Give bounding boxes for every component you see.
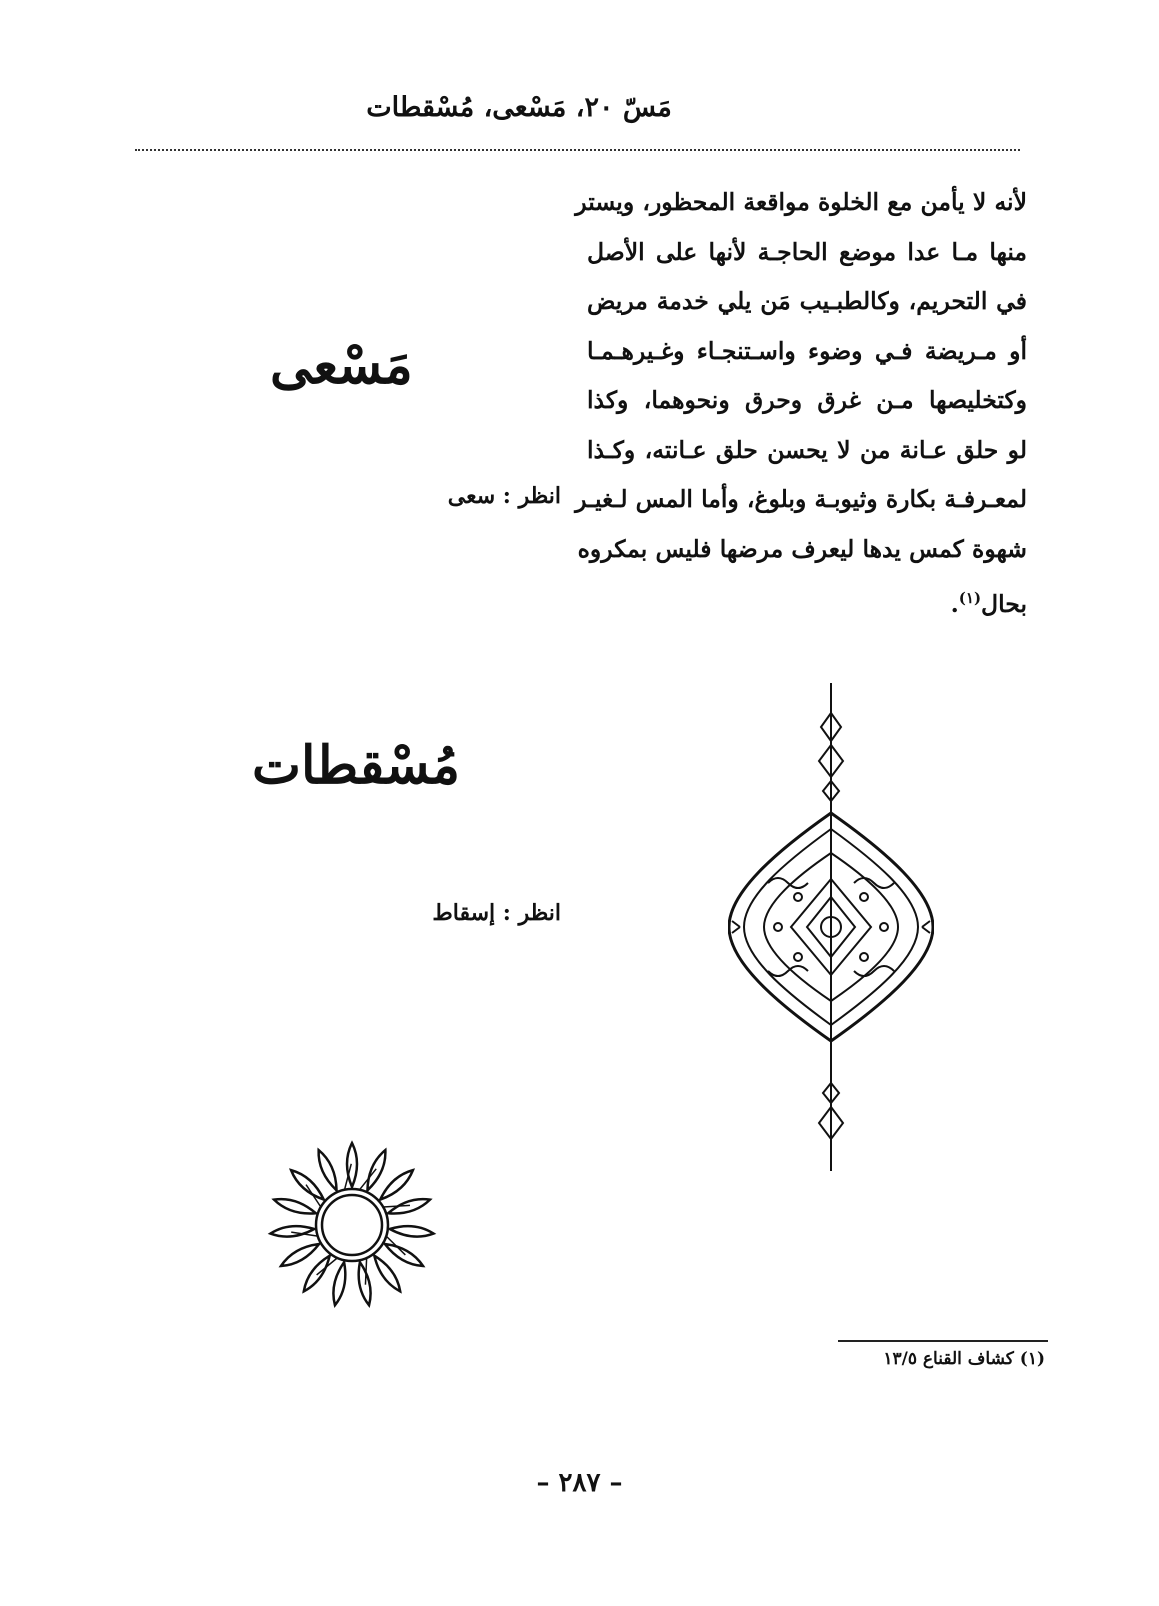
body-line: منها مـا عدا موضع الحاجـة لأنها على الأصل [587, 237, 1027, 266]
page-number: – ٢٨٧ – [536, 1468, 623, 1498]
body-line: وكتخليصها مـن غرق وحرق ونحوهما، وكذا [587, 386, 1027, 414]
body-paragraph [575, 178, 1027, 629]
footnote: (١) كشاف القناع ١٣/٥ [883, 1349, 1045, 1369]
body-line: في التحريم، وكالطبـيب مَن يلي خدمة مريض [587, 287, 1027, 315]
entry-title-musqitat: مُسْقطات [252, 735, 460, 796]
medallion-ornament-icon [728, 683, 934, 1171]
see-also-isqat: انظر : إسقاط [432, 900, 561, 926]
body-line: لأنه لا يأمن مع الخلوة مواقعة المحظور، ويستر [575, 188, 1027, 216]
footnote-rule [838, 1340, 1048, 1342]
body-last-word: بحال [981, 589, 1027, 618]
body-last-punct: . [950, 589, 959, 618]
body-line: لو حلق عـانة من لا يحسن حلق عـانته، وكـذا [587, 435, 1027, 464]
body-line: لمعـرفـة بكارة وثيوبـة وبلوغ، وأما المس لـغيـر [575, 485, 1027, 513]
see-also-saa: انظر : سعى [447, 483, 561, 509]
entry-title-masa: مَسْعى [270, 335, 413, 396]
header-rule [135, 149, 1020, 151]
body-line: شهوة كمس يدها ليعرف مرضها فليس بمكروه [577, 534, 1027, 563]
star-rosette-icon [262, 1140, 442, 1310]
body-line: أو مـريضة فـي وضوء واسـتنجـاء وغـيرهـمـا [587, 336, 1027, 365]
footnote-marker: (١) [958, 589, 982, 607]
running-head: مَسّ ٢٠، مَسْعى، مُسْقطات [366, 92, 672, 123]
body-line-last [587, 574, 1027, 629]
